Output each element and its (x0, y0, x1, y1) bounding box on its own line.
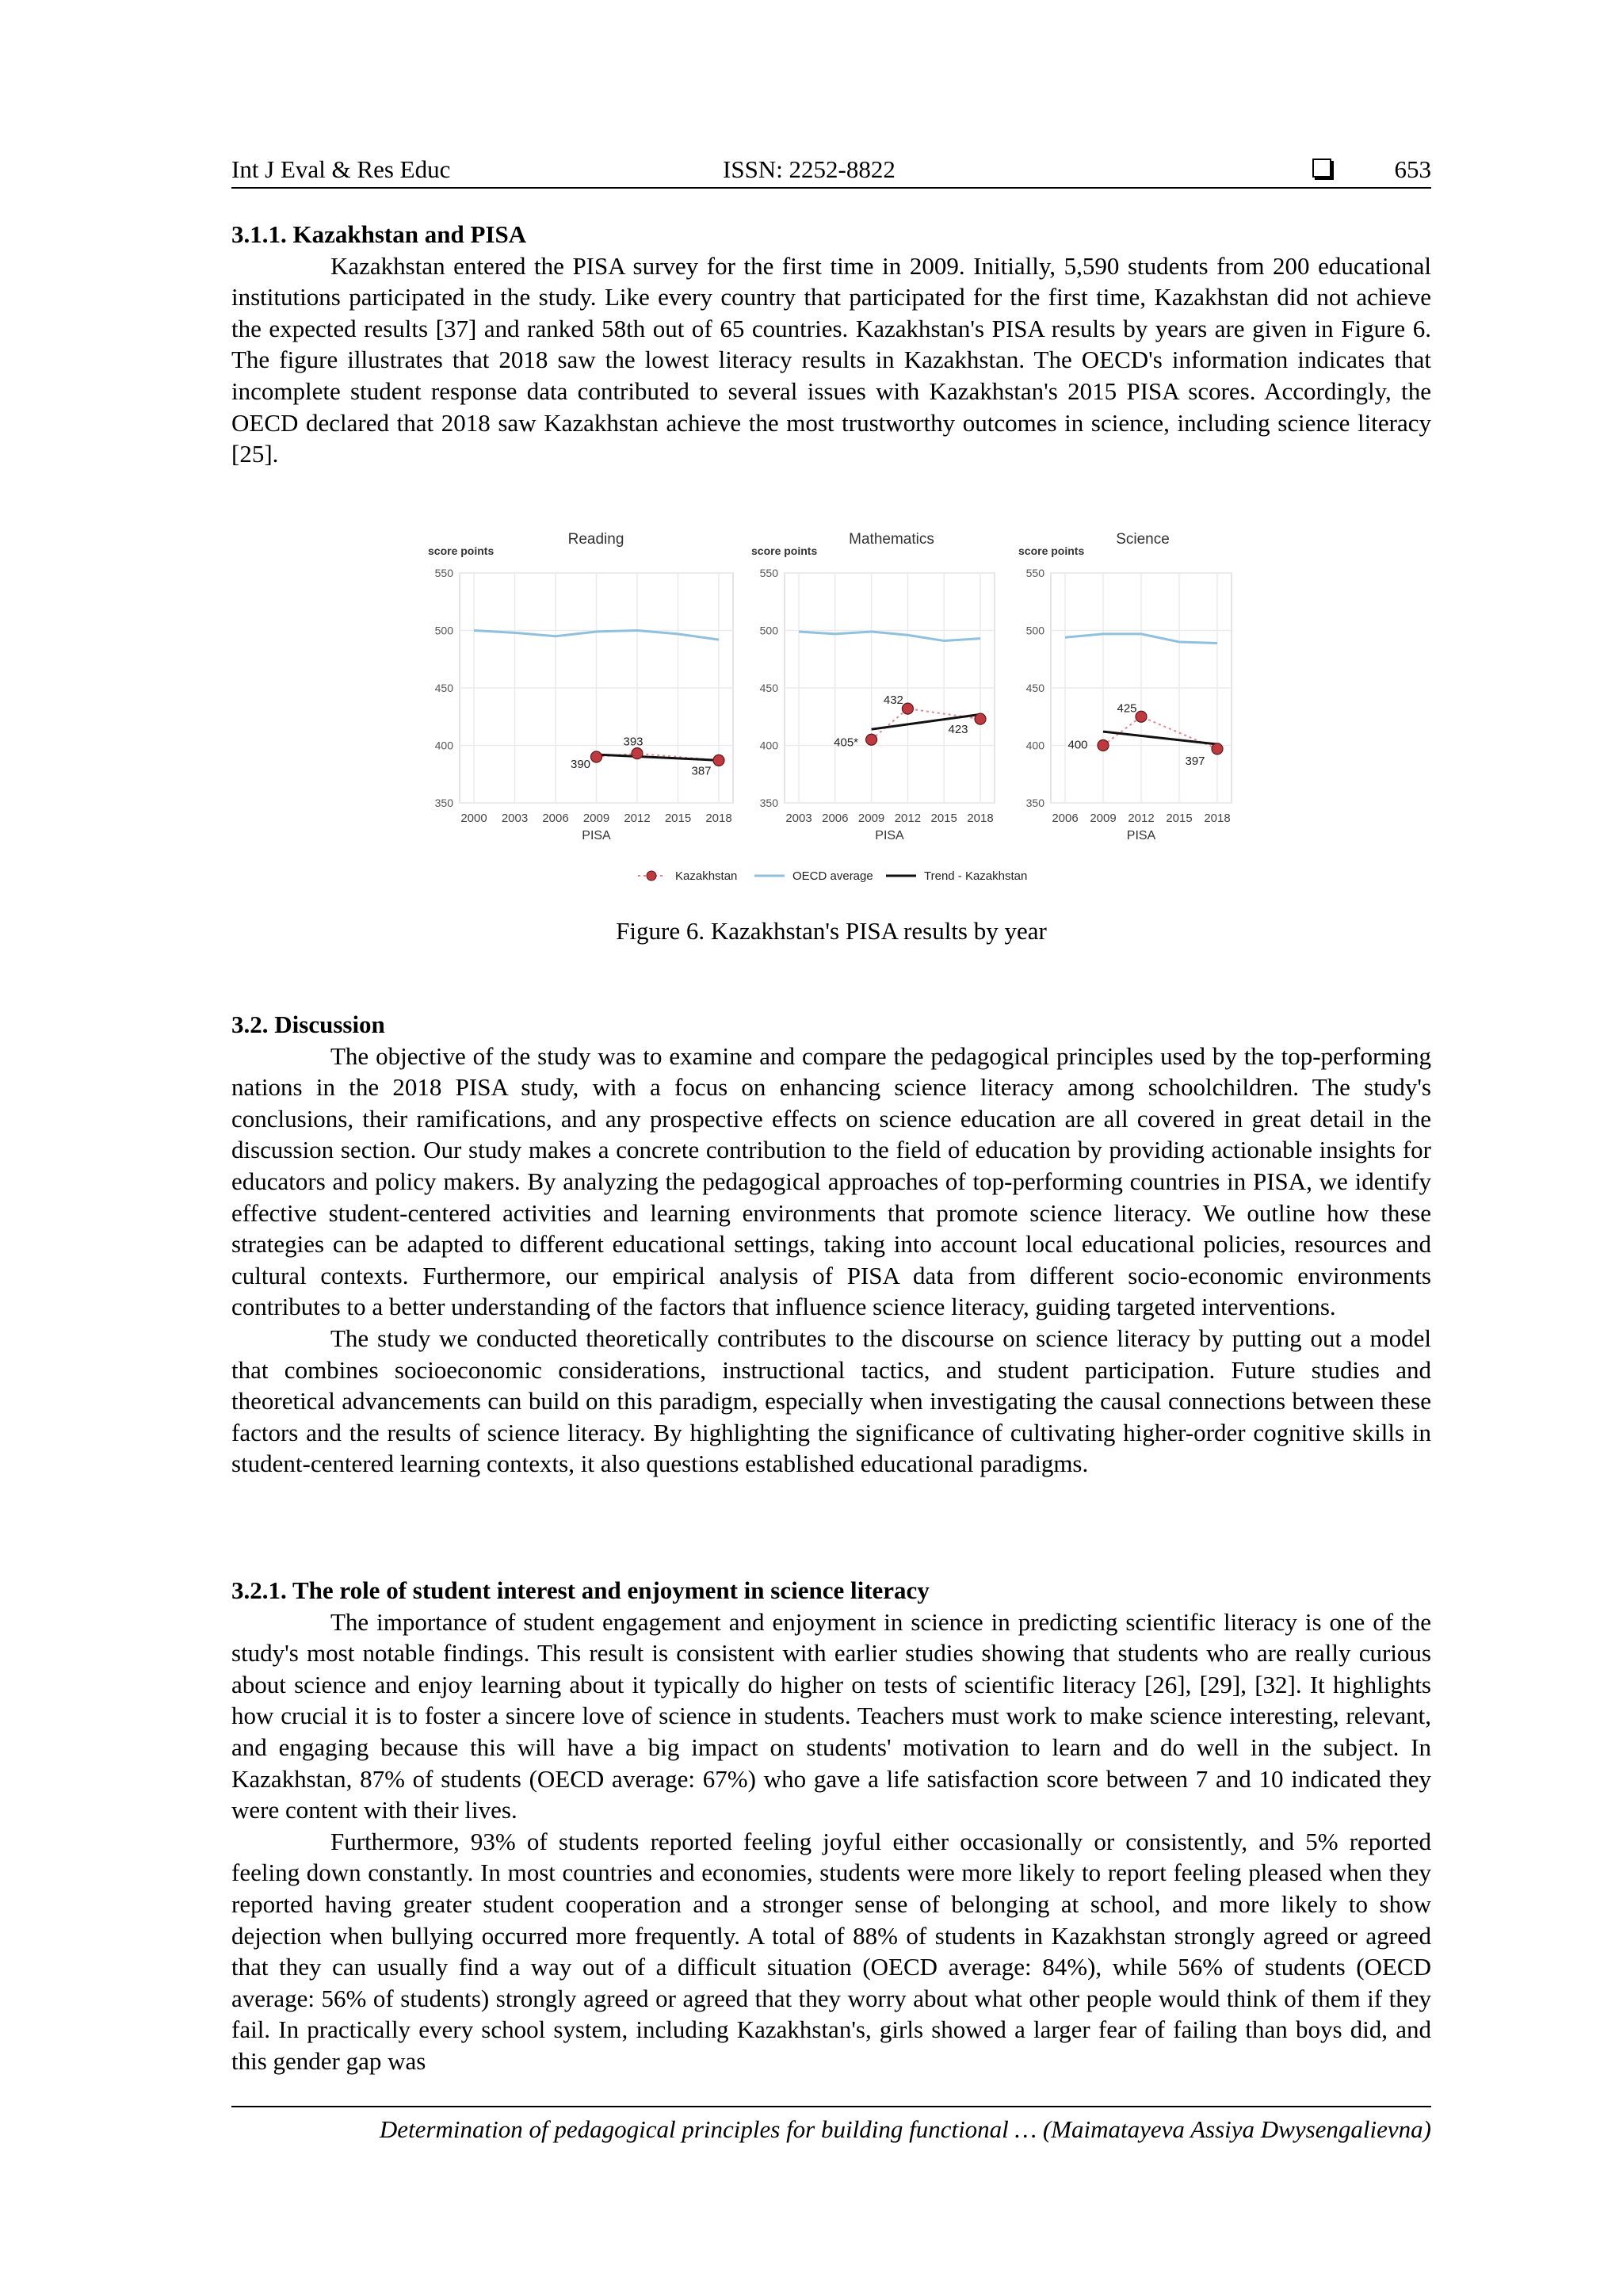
y-tick-label: 550 (1025, 567, 1044, 579)
panel-title: Mathematics (849, 531, 934, 548)
y-tick-label: 400 (434, 739, 453, 752)
y-axis-label: score points (751, 544, 818, 557)
y-tick-label: 350 (434, 797, 453, 809)
y-tick-label: 450 (434, 682, 453, 694)
x-tick-label: 2012 (1128, 812, 1155, 825)
y-tick-label: 350 (1025, 797, 1044, 809)
x-tick-label: 2018 (967, 812, 994, 825)
section-3-1-1 (231, 219, 1431, 470)
paragraph: The study we conducted theoretically contributes to the discourse on science literacy by putting out a model that combines socioeconomic considerations, instructional tactics, and student participation. Future studies and theoretical advancements can build on this paradigm, especially when investigating the causal connections between these factors and the results of science literacy. By highlighting the significance of cultivating higher-order cognitive skills in student-centered learning contexts, it also questions established educational paradigms. (231, 1324, 1431, 1478)
x-axis-label: PISA (582, 829, 611, 842)
x-tick-label: 2009 (857, 812, 885, 825)
x-tick-label: 2006 (1052, 812, 1079, 825)
data-label: 400 (1067, 738, 1088, 752)
issn: ISSN: 2252-8822 (723, 155, 896, 183)
y-axis-label: score points (1018, 544, 1085, 557)
y-tick-label: 550 (759, 567, 778, 579)
data-label: 425 (1117, 701, 1137, 716)
y-tick-label: 500 (759, 624, 778, 637)
data-label: 390 (570, 758, 591, 771)
kazakhstan-point (591, 751, 602, 762)
figure-caption: Figure 6. Kazakhstan's PISA results by year (616, 917, 1047, 945)
y-axis-label: score points (428, 544, 495, 557)
paragraph: The importance of student engagement and enjoyment in science in predicting scientific literacy is one of the study's most notable findings. This result is consistent with earlier studies showing that students who are really curious about science and enjoy learning about it typically do higher on tests of scientific literacy [26], [29], [32]. It highlights how crucial it is to foster a sincere love of science in students. Teachers must work to make science interesting, relevant, and engaging because this will have a big impact on students' motivation to learn and do well in the subject. In Kazakhstan, 87% of students (OECD average: 67%) who gave a life satisfaction score between 7 and 10 indicated they were content with their lives. (231, 1607, 1431, 1824)
section-heading: 3.2. Discussion (231, 1010, 385, 1038)
x-tick-label: 2003 (785, 812, 812, 825)
running-header (231, 155, 1431, 189)
section-3-2 (231, 1009, 1431, 1480)
x-tick-label: 2009 (582, 812, 610, 825)
kazakhstan-point (713, 755, 724, 766)
x-tick-label: 2018 (705, 812, 732, 825)
square-bullet-icon (1312, 159, 1331, 178)
x-tick-label: 2006 (542, 812, 569, 825)
kazakhstan-point (632, 748, 643, 759)
x-tick-label: 2009 (1090, 812, 1117, 825)
section-heading: 3.2.1. The role of student interest and enjoyment in science literacy (231, 1576, 930, 1604)
y-tick-label: 350 (759, 797, 778, 809)
x-tick-label: 2015 (930, 812, 957, 825)
data-label: 397 (1185, 754, 1205, 768)
legend-kazakhstan-marker (647, 871, 656, 881)
x-tick-label: 2012 (894, 812, 922, 825)
running-footer: Determination of pedagogical principles for building functional … (Maimatayeva Assiya Dwysengalievna) (231, 2106, 1431, 2144)
panel-title: Reading (567, 531, 624, 548)
data-label: 393 (623, 735, 643, 749)
data-label: 423 (948, 723, 968, 737)
y-tick-label: 450 (759, 682, 778, 694)
y-tick-label: 400 (759, 739, 778, 752)
paragraph: The objective of the study was to examine and compare the pedagogical principles used by the top-performing nations in the 2018 PISA study, with a focus on enhancing science literacy among schoolchildren. The study's conclusions, their ramifications, and any prospective effects on science education are all covered in great detail in the discussion section. Our study makes a concrete contribution to the field of education by providing actionable insights for educators and policy makers. By analyzing the pedagogical approaches of top-performing countries in PISA, we identify effective student-centered activities and learning environments that promote science literacy. We outline how these strategies can be adapted to different educational settings, taking into account local educational policies, resources and cultural contexts. Furthermore, our empirical analysis of PISA data from different socio-economic environments contributes to a better understanding of the factors that influence science literacy, guiding targeted interventions. (231, 1041, 1431, 1321)
pisa-chart (412, 523, 1252, 888)
x-tick-label: 2012 (624, 812, 651, 825)
legend-label: Kazakhstan (675, 869, 738, 883)
x-tick-label: 2003 (501, 812, 529, 825)
kazakhstan-point (902, 703, 913, 714)
journal-name: Int J Eval & Res Educ (231, 155, 451, 183)
section-heading: 3.1.1. Kazakhstan and PISA (231, 220, 527, 248)
paragraph: Kazakhstan entered the PISA survey for the first time in 2009. Initially, 5,590 students from 200 educational institutions participated in the study. Like every country that participated for the first time, Kazakhstan did not achieve the expected results [37] and ranked 58th out of 65 countries. Kazakhstan's PISA results by years are given in Figure 6. The figure illustrates that 2018 saw the lowest literacy results in Kazakhstan. The OECD's information indicates that incomplete student response data contributed to several issues with Kazakhstan's 2015 PISA scores. Accordingly, the OECD declared that 2018 saw Kazakhstan achieve the most trustworthy outcomes in science, including science literacy [25]. (231, 251, 1431, 468)
y-tick-label: 450 (1025, 682, 1044, 694)
x-tick-label: 2006 (822, 812, 849, 825)
x-tick-label: 2015 (1166, 812, 1193, 825)
y-tick-label: 550 (434, 567, 453, 579)
figure-6 (412, 523, 1252, 888)
kazakhstan-point (1136, 711, 1147, 722)
kazakhstan-point (1212, 743, 1223, 755)
paragraph: Furthermore, 93% of students reported feeling joyful either occasionally or consistently, and 5% reported feeling down constantly. In most countries and economies, students were more likely to report feeling pleased when they reported having greater student cooperation and a stronger sense of belonging at school, and more likely to show dejection when bullying occurred more frequently. A total of 88% of students in Kazakhstan strongly agreed or agreed that they can usually find a way out of a difficult situation (OECD average: 84%), while 56% of students (OECD average: 56% of students) strongly agreed or agreed that they worry about what other people would think of them if they fail. In practically every school system, including Kazakhstan's, girls showed a larger fear of failing than boys did, and this gender gap was (231, 1827, 1431, 2075)
data-label: 405* (834, 735, 859, 750)
data-label: 387 (691, 764, 712, 778)
x-axis-label: PISA (1126, 829, 1156, 842)
y-tick-label: 500 (1025, 624, 1044, 637)
data-label: 432 (883, 693, 903, 708)
legend-label: Trend - Kazakhstan (924, 869, 1028, 883)
legend-label: OECD average (792, 869, 873, 883)
page-number: 653 (1394, 155, 1431, 183)
x-tick-label: 2000 (460, 812, 487, 825)
x-tick-label: 2015 (664, 812, 692, 825)
x-axis-label: PISA (875, 829, 904, 842)
kazakhstan-point (866, 734, 877, 745)
panel-title: Science (1116, 531, 1170, 548)
y-tick-label: 500 (434, 624, 453, 637)
kazakhstan-point (975, 713, 986, 724)
y-tick-label: 400 (1025, 739, 1044, 752)
x-tick-label: 2018 (1204, 812, 1231, 825)
section-3-2-1 (231, 1575, 1431, 2077)
kazakhstan-point (1098, 740, 1109, 751)
